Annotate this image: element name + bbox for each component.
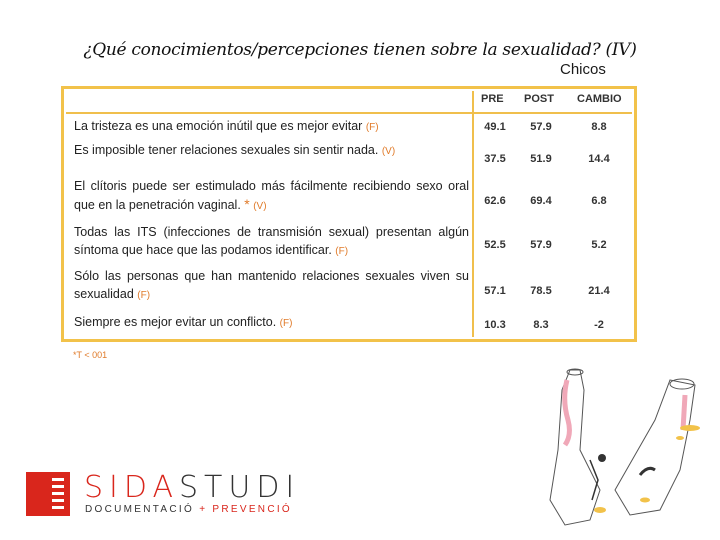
value-post: 57.9	[530, 239, 552, 251]
value-cambio: 21.4	[588, 285, 610, 297]
value-post: 57.9	[530, 121, 552, 133]
table-row-question	[74, 313, 469, 333]
question-text: Sólo las personas que han mantenido relaciones sexuales viven su sexualidad	[74, 269, 469, 301]
results-table	[61, 86, 637, 342]
value-pre: 62.6	[484, 195, 506, 207]
table-row-question	[74, 223, 469, 261]
page-title: ¿Qué conocimientos/percepciones tienen sobre la sexualidad? (IV)	[83, 40, 637, 60]
page-subtitle: Chicos	[560, 61, 606, 78]
question-text: Todas las ITS (infecciones de transmisión sexual) presentan algún síntoma que hace que las podamos identificar.	[74, 225, 469, 257]
table-row-question	[74, 117, 469, 137]
tagline-part: DOCUMENTACIÓ	[85, 504, 195, 515]
header-cambio: CAMBIO	[577, 93, 622, 105]
brand-name-part: SIDA	[84, 470, 179, 505]
question-text: El clítoris puede ser estimulado más fácilmente recibiendo sexo oral que en la penetración vaginal.	[74, 179, 469, 212]
value-cambio: 8.8	[591, 121, 607, 133]
brand-tagline	[85, 504, 292, 515]
table-row-question	[74, 267, 469, 305]
answer-tag: (F)	[279, 318, 293, 329]
value-post: 69.4	[530, 195, 552, 207]
value-post: 51.9	[530, 153, 552, 165]
value-post: 8.3	[533, 319, 549, 331]
question-text: La tristeza es una emoción inútil que es mejor evitar	[74, 119, 363, 133]
table-row-question	[74, 177, 469, 216]
answer-tag: (V)	[253, 201, 267, 212]
value-cambio: 5.2	[591, 239, 607, 251]
tagline-part: + PREVENCIÓ	[199, 504, 293, 515]
answer-tag: (F)	[137, 290, 151, 301]
value-pre: 49.1	[484, 121, 506, 133]
value-cambio: 14.4	[588, 153, 610, 165]
value-pre: 52.5	[484, 239, 506, 251]
answer-tag: (F)	[365, 122, 379, 133]
question-text: Siempre es mejor evitar un conflicto.	[74, 315, 277, 329]
footnote: *T < 001	[73, 350, 108, 360]
significance-star: *	[244, 196, 250, 212]
value-pre: 57.1	[484, 285, 506, 297]
brand-logo	[84, 470, 300, 505]
value-post: 78.5	[530, 285, 552, 297]
brand-name-part: STUDI	[179, 470, 301, 505]
value-pre: 10.3	[484, 319, 506, 331]
question-text: Es imposible tener relaciones sexuales sin sentir nada.	[74, 143, 379, 157]
answer-tag: (F)	[335, 246, 349, 257]
table-row-question	[74, 141, 469, 161]
condom-illustration	[540, 360, 715, 535]
value-cambio: 6.8	[591, 195, 607, 207]
logo-icon	[26, 472, 70, 516]
column-divider	[472, 91, 474, 337]
value-pre: 37.5	[484, 153, 506, 165]
header-divider	[66, 112, 632, 114]
header-post: POST	[524, 93, 554, 105]
value-cambio: -2	[594, 319, 604, 331]
answer-tag: (V)	[381, 146, 396, 157]
header-pre: PRE	[481, 93, 504, 105]
